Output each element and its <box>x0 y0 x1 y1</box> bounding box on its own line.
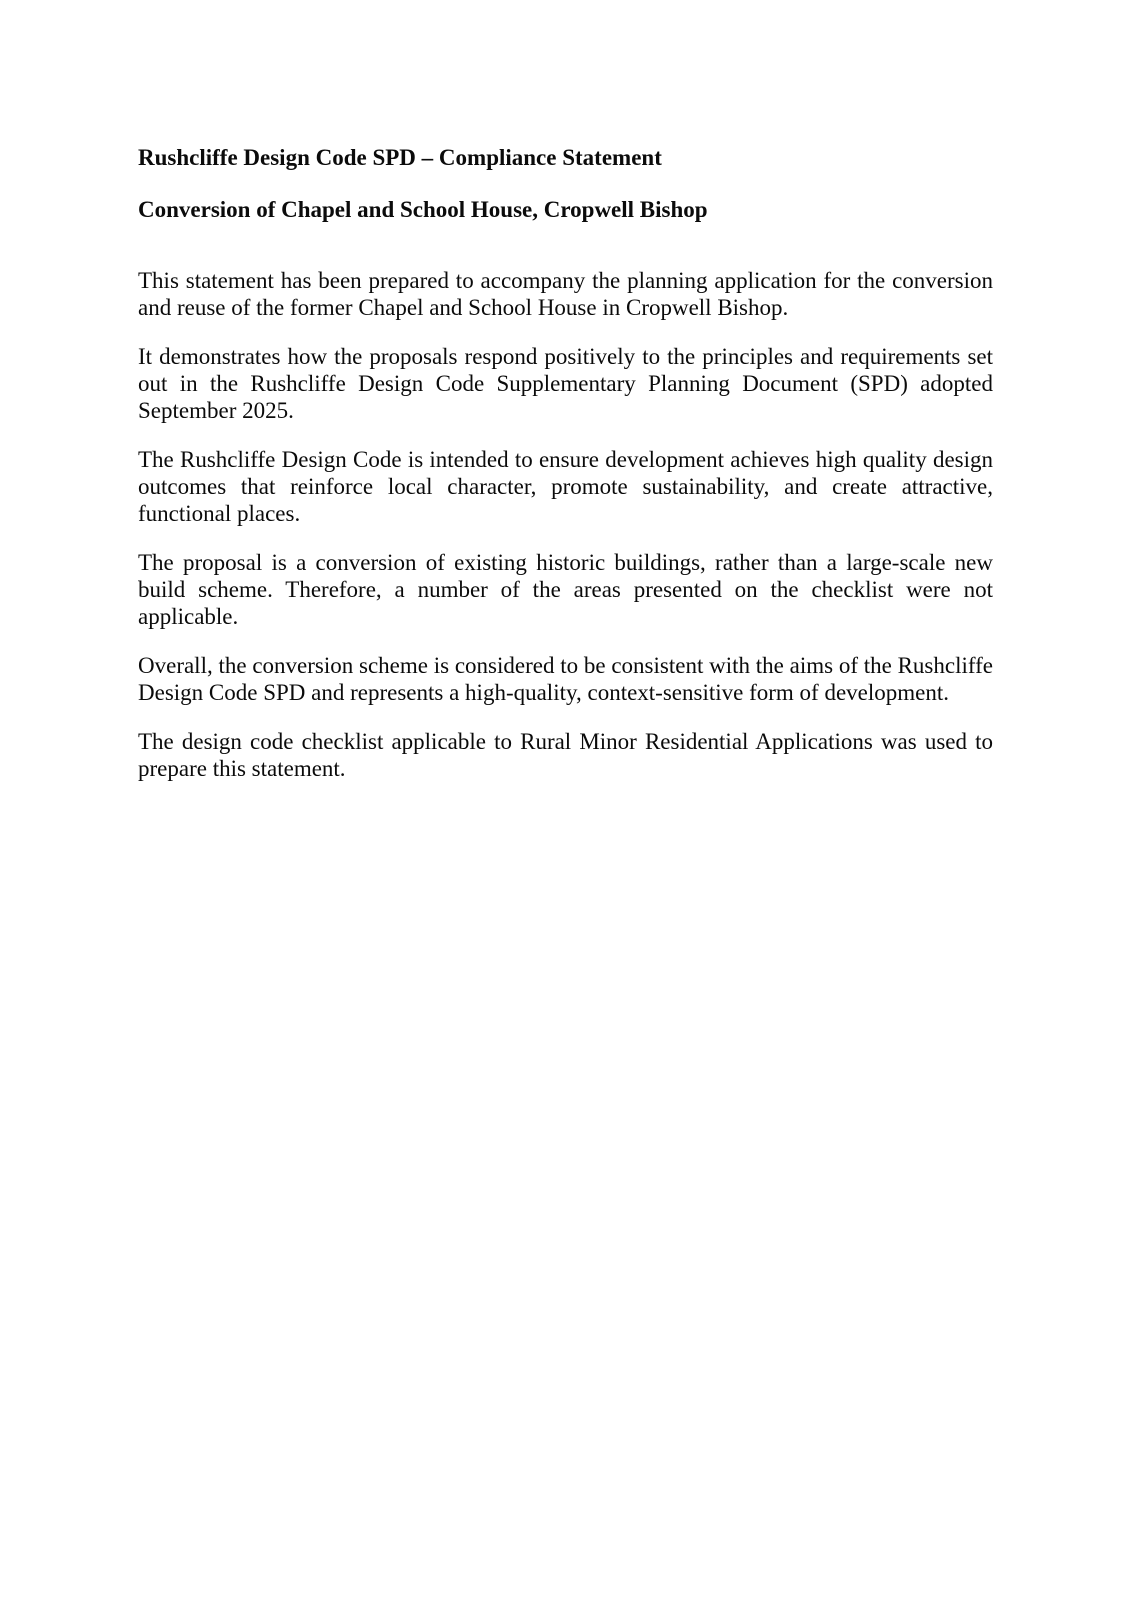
paragraph-intro: This statement has been prepared to accompany the planning application for the conversion and reuse of the former Chapel and School House in Cropwell Bishop. <box>138 268 993 320</box>
document-title: Rushcliffe Design Code SPD – Compliance Statement <box>138 145 662 170</box>
paragraph-checklist-used: The design code checklist applicable to Rural Minor Residential Applications was used to prepare this statement. <box>138 729 993 781</box>
paragraph-overall-consistency: Overall, the conversion scheme is considered to be consistent with the aims of the Rushcliffe Design Code SPD and represents a high-quality, context-sensitive form of development. <box>138 653 993 705</box>
document-subtitle: Conversion of Chapel and School House, Cropwell Bishop <box>138 197 708 222</box>
paragraph-proposal-conversion: The proposal is a conversion of existing historic buildings, rather than a large-scale new build scheme. Therefore, a number of the areas presented on the checklist were not applicable. <box>138 550 993 629</box>
paragraph-design-code-purpose: The Rushcliffe Design Code is intended to ensure development achieves high quality design outcomes that reinforce local character, promote sustainability, and create attractive, functional places. <box>138 447 993 526</box>
paragraph-demonstrates: It demonstrates how the proposals respond positively to the principles and requirements set out in the Rushcliffe Design Code Supplementary Planning Document (SPD) adopted September 2025. <box>138 344 993 423</box>
